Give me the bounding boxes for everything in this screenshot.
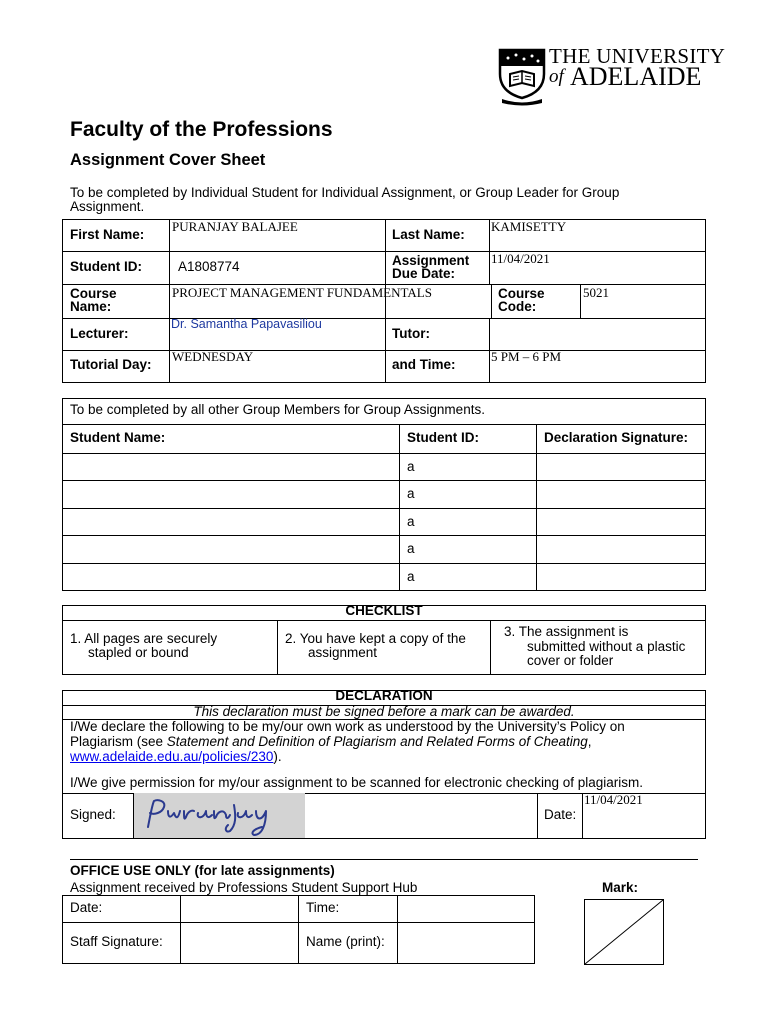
col-student-name: Student Name: [70,430,166,445]
lecturer-label: Lecturer: [70,326,129,341]
tutor-label: Tutor: [392,326,430,341]
office-date-label: Date: [70,900,103,915]
declaration-subtitle: This declaration must be signed before a mark can be awarded. [193,704,575,719]
declaration-title: DECLARATION [335,688,433,703]
logo-of: of [549,66,564,87]
instructions: To be completed by Individual Student for Individual Assignment, or Group Leader for Group Assignment. [70,185,620,214]
mark-label: Mark: [602,880,639,895]
date-label: Date: [544,807,577,822]
last-name-label: Last Name: [392,227,465,242]
faculty-title: Faculty of the Professions [70,118,333,141]
course-name-field[interactable]: PROJECT MANAGEMENT FUNDAMENTALS [172,285,432,300]
due-date-field[interactable]: 11/04/2021 [491,251,550,266]
signed-label: Signed: [70,807,116,822]
table-row[interactable] [63,536,705,563]
office-title: OFFICE USE ONLY (for late assignments) [70,863,335,878]
first-name-field[interactable]: PURANJAY BALAJEE [172,219,298,234]
policy-link[interactable]: www.adelaide.edu.au/policies/230 [70,749,274,764]
course-name-label: Course Name: [70,286,117,314]
office-time-label: Time: [306,900,340,915]
table-row[interactable] [63,481,705,508]
lecturer-field[interactable]: Dr. Samantha Papavasiliou [171,317,322,331]
university-logo [490,42,726,104]
row-student-id[interactable]: a [407,459,415,474]
due-date-label: Assignment Due Date: [392,253,470,281]
row-student-id[interactable]: a [407,514,415,529]
row-student-id[interactable]: a [407,486,415,501]
group-note: To be completed by all other Group Members for Group Assignments. [70,402,485,417]
received-text: Assignment received by Professions Student Support Hub [70,880,418,895]
handwritten-signature [134,793,305,838]
checklist-item-1: 1. All pages are securely stapled or bound [70,631,218,660]
table-row[interactable] [63,564,705,590]
logo-line-1: THE UNIVERSITY [549,44,726,68]
diagonal-line [585,900,663,964]
course-code-field[interactable]: 5021 [583,285,609,300]
last-name-field[interactable]: KAMISETTY [491,219,567,234]
checklist-item-3: 3. The assignment is submitted without a plastic cover or folder [504,624,686,668]
logo-line-2: ADELAIDE [570,62,702,91]
tutorial-day-field[interactable]: WEDNESDAY [172,349,254,364]
first-name-label: First Name: [70,227,145,242]
table-row[interactable] [63,454,705,480]
tutorial-day-label: Tutorial Day: [70,357,152,372]
mark-box[interactable] [584,899,664,965]
time-field[interactable]: 5 PM – 6 PM [491,349,562,364]
table-row[interactable] [63,509,705,535]
student-id-field[interactable]: A1808774 [178,259,240,274]
signature-image[interactable] [134,793,305,838]
crest-icon [496,44,548,106]
col-declaration-signature: Declaration Signature: [544,430,689,445]
col-student-id: Student ID: [407,430,479,445]
declaration-text: I/We declare the following to be my/our own work as understood by the University’s Policy on Plagiarism (see Statement and Definition of Plagiarism and Related Forms of Cheating, www.adelaide.edu.au/policies/230). [70,719,625,764]
checklist-item-2: 2. You have kept a copy of the assignment [285,631,466,660]
student-id-label: Student ID: [70,259,142,274]
declaration-date-field[interactable]: 11/04/2021 [584,792,643,807]
row-student-id[interactable]: a [407,541,415,556]
course-code-label: Course Code: [498,286,545,314]
sheet-title: Assignment Cover Sheet [70,151,266,169]
scan-permission-text: I/We give permission for my/our assignment to be scanned for electronic checking of plagiarism. [70,775,644,790]
name-print-label: Name (print): [306,934,385,949]
time-label: and Time: [392,357,456,372]
row-student-id[interactable]: a [407,569,415,584]
checklist-title: CHECKLIST [345,603,423,618]
staff-signature-label: Staff Signature: [70,934,163,949]
